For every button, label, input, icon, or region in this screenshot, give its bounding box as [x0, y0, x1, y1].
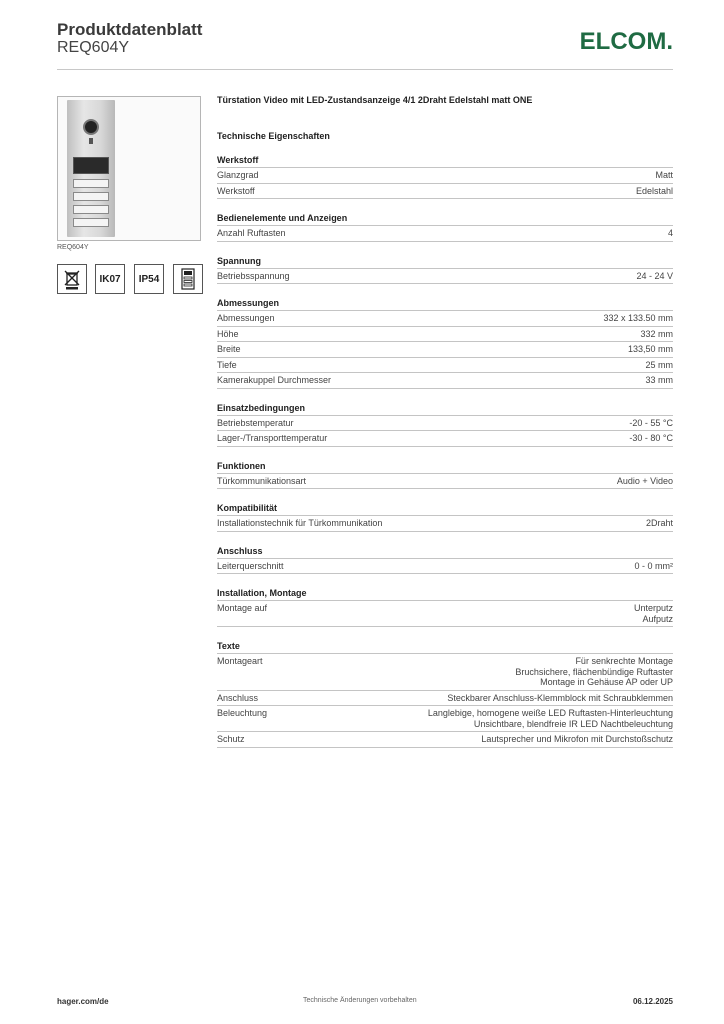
spec-section [217, 256, 673, 285]
spec-row [217, 691, 673, 707]
spec-row [217, 358, 673, 374]
footer-date: 06.12.2025 [632, 997, 673, 1006]
spec-row [217, 168, 673, 184]
spec-row [217, 516, 673, 532]
spec-key: Höhe [217, 328, 239, 339]
door-station-plate [67, 100, 115, 237]
spec-row [217, 601, 673, 627]
spec-row [217, 706, 673, 732]
spec-content [217, 95, 673, 748]
spec-value-line: 332 x 133.50 mm [603, 313, 673, 323]
spec-key: Anzahl Ruftasten [217, 228, 286, 238]
led-display [73, 157, 109, 174]
section-title: Einsatzbedingungen [217, 403, 673, 416]
image-caption: REQ604Y [57, 244, 89, 251]
spec-value-line: Montage in Gehäuse AP oder UP [540, 677, 673, 687]
spec-row [217, 269, 673, 285]
product-image [57, 96, 201, 241]
spec-section [217, 298, 673, 389]
spec-value [645, 375, 673, 386]
section-title: Anschluss [217, 546, 673, 559]
spec-row [217, 184, 673, 200]
spec-value-line: Audio + Video [616, 475, 673, 486]
spec-value-line: 4 [667, 228, 673, 238]
speaker-icon [89, 138, 93, 144]
section-title: Abmessungen [217, 298, 673, 311]
spec-key: Beleuchtung [217, 708, 268, 718]
ip-rating-badge: IP54 [134, 264, 164, 294]
spec-value-line: Edelstahl [635, 185, 673, 196]
ik-rating-badge: IK07 [95, 264, 125, 294]
spec-key: Abmessungen [217, 313, 275, 323]
spec-key: Anschluss [217, 692, 259, 703]
spec-row [217, 327, 673, 343]
spec-row [217, 416, 673, 432]
spec-section [217, 588, 673, 627]
spec-section [217, 641, 673, 748]
call-button-2 [73, 192, 109, 201]
spec-value [481, 734, 673, 745]
spec-value-line: Unsichtbare, blendfreie IR LED Nachtbeleuchtung [473, 718, 673, 729]
spec-value [447, 693, 673, 704]
spec-row [217, 474, 673, 490]
spec-value-line: Langlebige, homogene weiße LED Ruftasten-Hinterleuchtung [427, 708, 673, 718]
spec-sections [217, 155, 673, 748]
call-button-4 [73, 218, 109, 227]
spec-key: Kamerakuppel Durchmesser [217, 375, 332, 385]
section-title: Funktionen [217, 461, 673, 474]
spec-section [217, 503, 673, 532]
spec-value-line: Aufputz [642, 613, 673, 624]
spec-value [428, 708, 673, 729]
brand-logo: ELCOM. [579, 28, 673, 55]
spec-value-line: Matt [655, 170, 673, 180]
product-title: Türstation Video mit LED-Zustandsanzeige 4/1 2Draht Edelstahl matt ONE [217, 95, 533, 105]
spec-value [629, 418, 673, 429]
spec-section [217, 461, 673, 490]
spec-key: Installationstechnik für Türkommunikation [217, 518, 383, 528]
spec-value [515, 656, 673, 688]
spec-value-line: 133,50 mm [627, 344, 673, 354]
footer-website: hager.com/de [57, 997, 109, 1006]
spec-value [634, 561, 673, 572]
spec-key: Schutz [217, 734, 245, 744]
spec-value-line: Unterputz [633, 603, 673, 613]
spec-value-line: -30 - 80 °C [629, 433, 673, 443]
spec-value-line: Bruchsichere, flächenbündige Ruftaster [515, 666, 673, 677]
section-title: Installation, Montage [217, 588, 673, 601]
section-title: Werkstoff [217, 155, 673, 168]
spec-value-line: 33 mm [645, 375, 673, 385]
spec-key: Montageart [217, 656, 263, 666]
spec-row [217, 342, 673, 358]
spec-value [646, 518, 673, 529]
spec-value-line: 0 - 0 mm² [634, 560, 673, 571]
spec-value-line: 24 - 24 V [636, 270, 673, 281]
spec-key: Lager-/Transporttemperatur [217, 433, 328, 443]
spec-row [217, 654, 673, 691]
spec-value-line: 25 mm [645, 359, 673, 370]
spec-section [217, 155, 673, 199]
spec-row [217, 559, 673, 575]
spec-key: Breite [217, 344, 241, 354]
footer-note: Technische Änderungen vorbehalten [303, 997, 417, 1004]
spec-value-line: Steckbarer Anschluss-Klemmblock mit Schraubklemmen [447, 692, 673, 703]
spec-key: Betriebsspannung [217, 270, 290, 281]
spec-value [645, 360, 673, 371]
spec-key: Montage auf [217, 603, 268, 613]
spec-row [217, 226, 673, 242]
document-title: Produktdatenblatt [57, 20, 203, 39]
spec-value [655, 170, 673, 181]
section-title: Spannung [217, 256, 673, 269]
crossed-out-bin-icon [57, 264, 87, 294]
section-title: Bedienelemente und Anzeigen [217, 213, 673, 226]
section-title: Kompatibilität [217, 503, 673, 516]
spec-value [640, 329, 673, 340]
spec-value [636, 186, 673, 197]
spec-key: Leiterquerschnitt [217, 560, 284, 571]
spec-key: Glanzgrad [217, 170, 259, 180]
technical-properties-heading: Technische Eigenschaften [217, 131, 330, 141]
spec-value-line: 2Draht [645, 518, 673, 528]
spec-value-line: -20 - 55 °C [629, 417, 673, 428]
spec-row [217, 311, 673, 327]
device-front-icon [173, 264, 203, 294]
spec-key: Türkommunikationsart [217, 475, 307, 486]
section-title: Texte [217, 641, 673, 654]
spec-row [217, 431, 673, 447]
spec-value [668, 228, 673, 239]
spec-section [217, 213, 673, 242]
spec-row [217, 373, 673, 389]
spec-section [217, 403, 673, 447]
spec-value-line: Für senkrechte Montage [575, 656, 673, 666]
spec-key: Werkstoff [217, 185, 255, 196]
page-header [57, 20, 673, 70]
spec-value-line: 332 mm [640, 328, 673, 339]
article-number: REQ604Y [57, 39, 130, 56]
spec-value [629, 433, 673, 444]
spec-row [217, 732, 673, 748]
spec-value [636, 271, 673, 282]
camera-icon [83, 119, 99, 135]
spec-section [217, 546, 673, 575]
spec-key: Betriebstemperatur [217, 417, 294, 428]
spec-value [634, 603, 673, 624]
call-button-1 [73, 179, 109, 188]
spec-value [628, 344, 673, 355]
spec-key: Tiefe [217, 359, 237, 370]
call-button-3 [73, 205, 109, 214]
spec-value-line: Lautsprecher und Mikrofon mit Durchstoßschutz [481, 734, 673, 744]
spec-value [617, 476, 673, 487]
spec-value [603, 313, 673, 324]
